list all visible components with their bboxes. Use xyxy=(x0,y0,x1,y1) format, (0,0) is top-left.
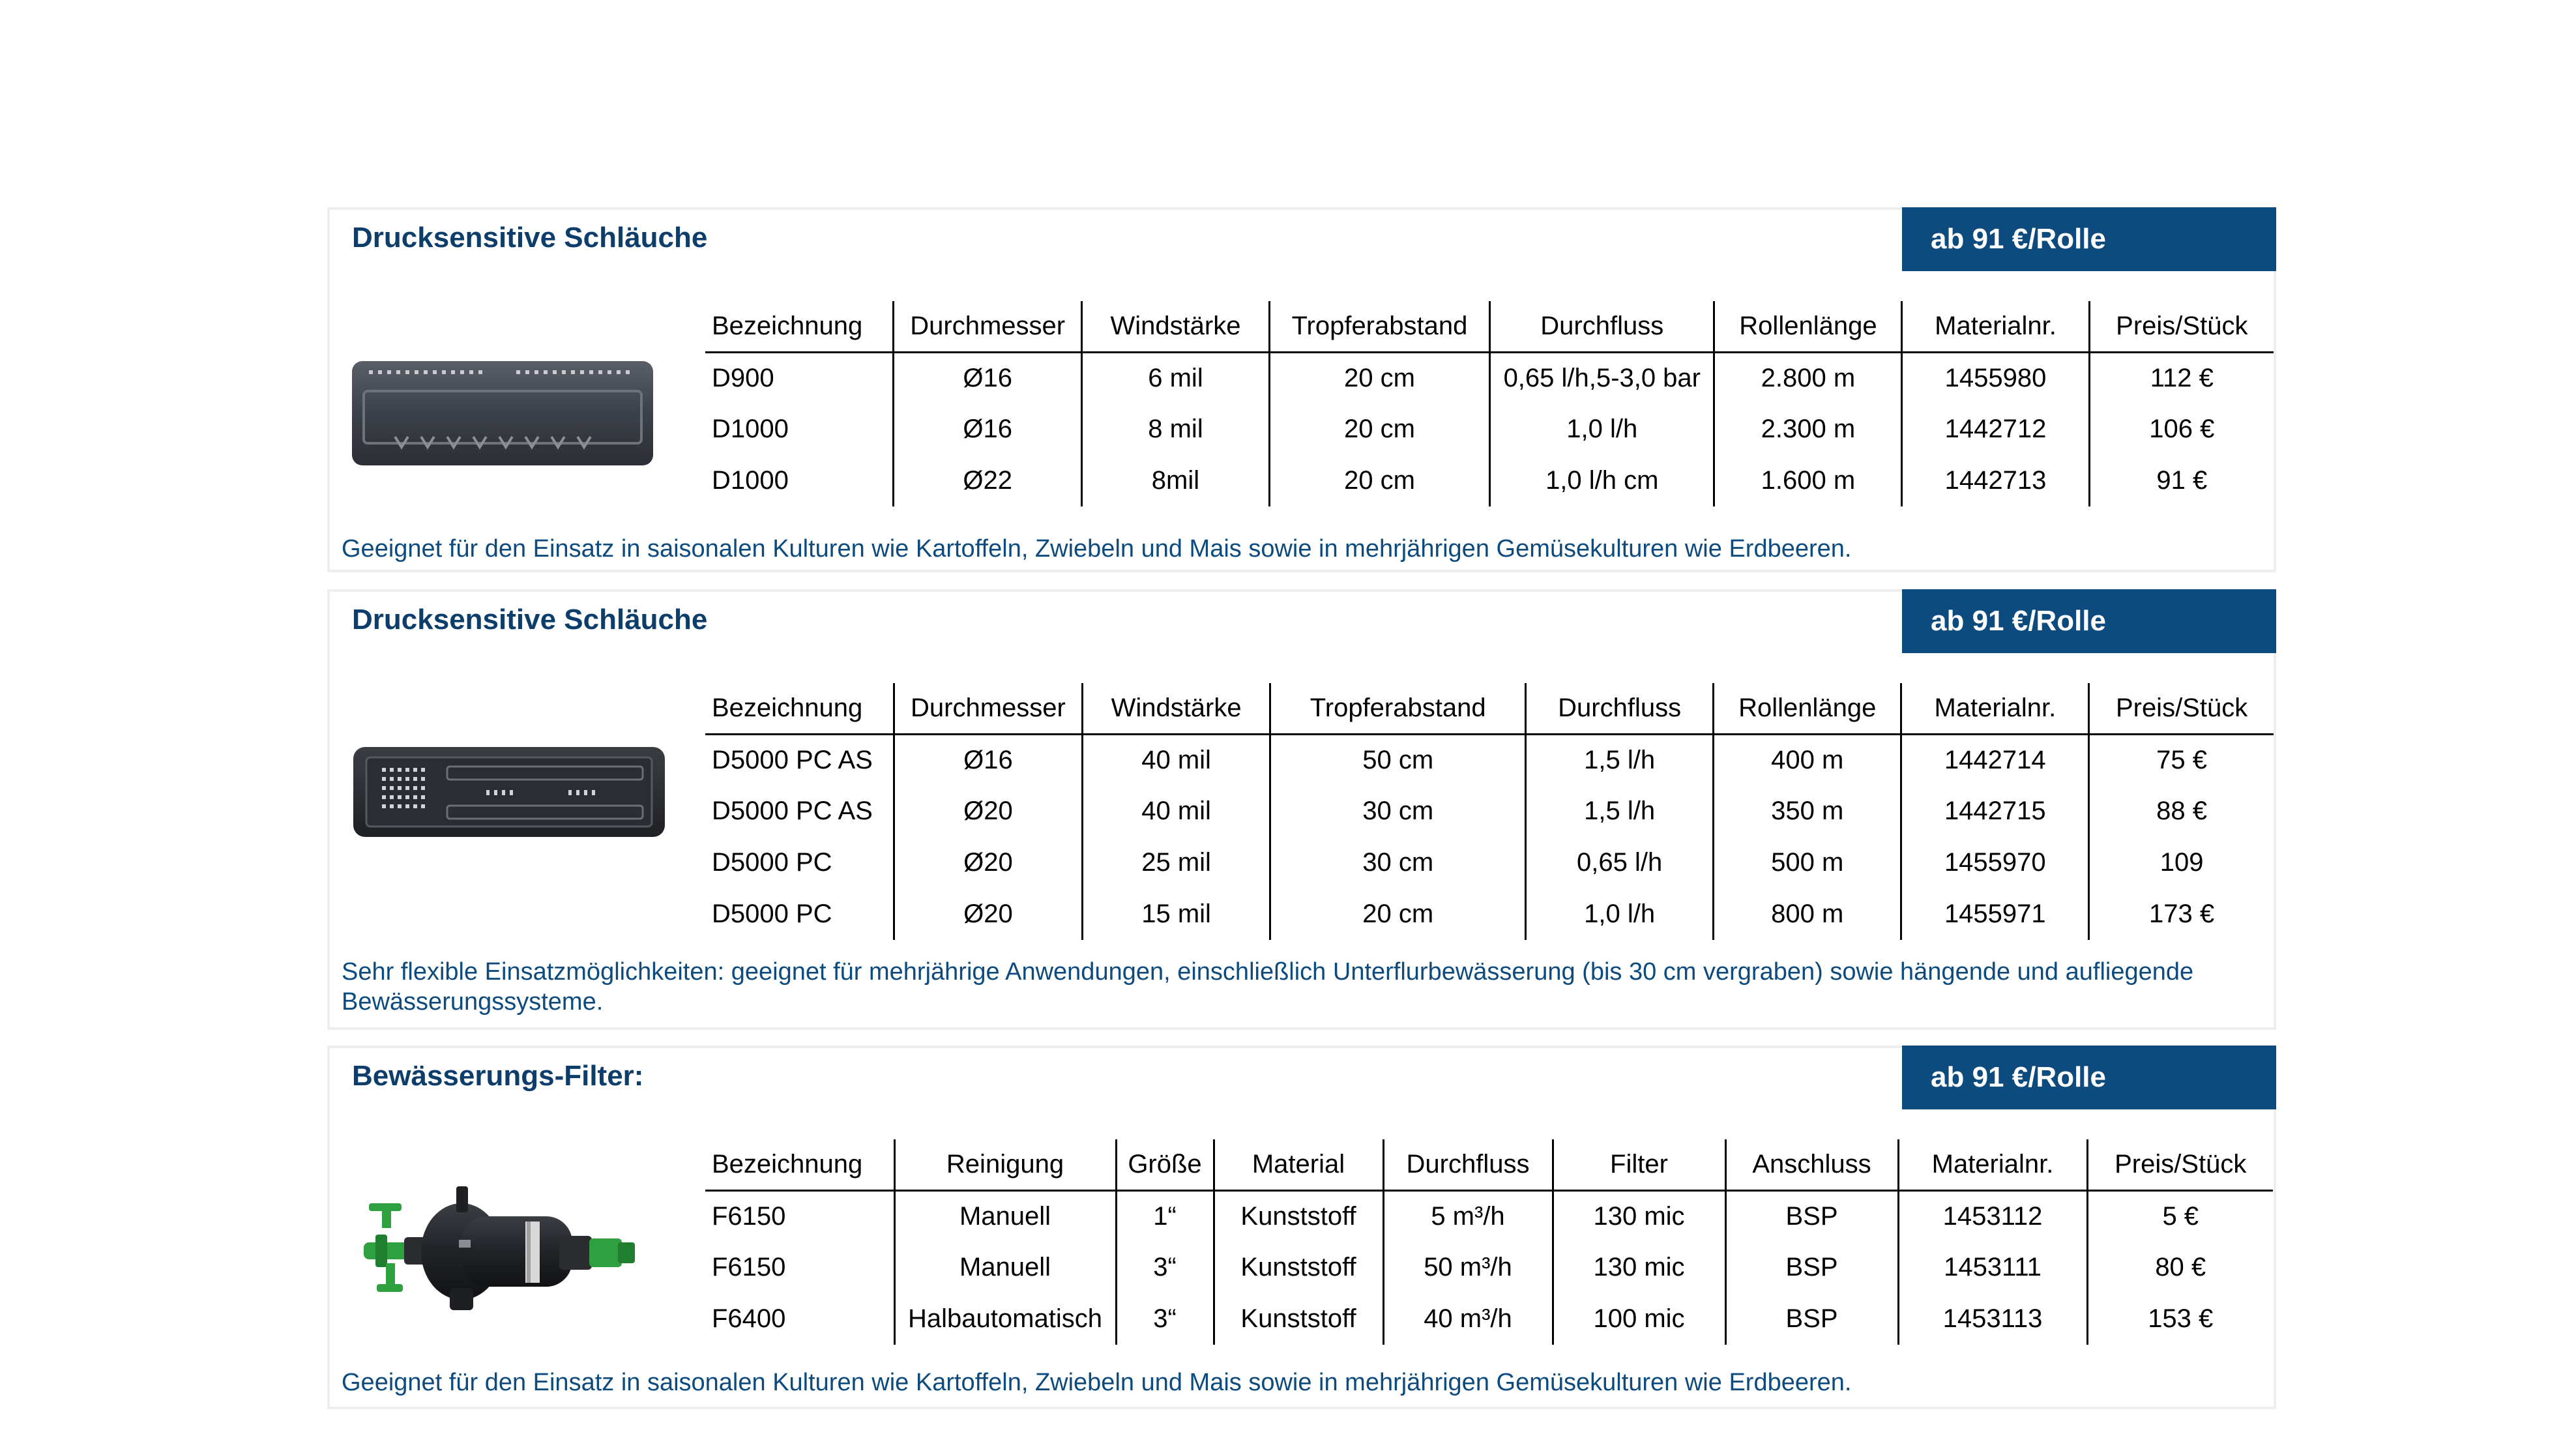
table-cell: 1442715 xyxy=(1901,785,2089,837)
table-cell: 75 € xyxy=(2089,734,2274,785)
table-cell: 8 mil xyxy=(1082,403,1270,455)
table-cell: 1442713 xyxy=(1902,455,2089,506)
table-cell: F6400 xyxy=(712,1304,786,1333)
table-cell: 0,65 l/h xyxy=(1526,837,1714,888)
table-cell: 40 mil xyxy=(1083,734,1270,785)
table-cell: F6150 xyxy=(712,1201,786,1231)
table-cell: 1442714 xyxy=(1901,734,2089,785)
spec-table xyxy=(705,683,2274,940)
table-cell: 1455971 xyxy=(1901,888,2089,940)
column-header: Bezeichnung xyxy=(705,301,894,352)
table-cell: 91 € xyxy=(2089,455,2274,506)
table-cell: 800 m xyxy=(1714,888,1901,940)
column-header: Bezeichnung xyxy=(705,683,894,734)
table-cell: Ø20 xyxy=(894,888,1082,940)
table-cell: 2.800 m xyxy=(1714,352,1902,403)
table-cell: 3“ xyxy=(1116,1242,1214,1293)
table-cell: 1,0 l/h cm xyxy=(1490,455,1714,506)
price-banner: ab 91 €/Rolle xyxy=(1902,1046,2276,1109)
table-cell: D1000 xyxy=(712,466,789,495)
column-header: Materialnr. xyxy=(1901,683,2089,734)
table-cell: 50 m³/h xyxy=(1383,1242,1553,1293)
column-header: Preis/Stück xyxy=(2089,683,2274,734)
table-cell: 20 cm xyxy=(1270,888,1526,940)
table-row xyxy=(705,837,2274,888)
table-row xyxy=(705,888,2274,940)
table-cell: 1.600 m xyxy=(1714,455,1902,506)
table-cell: 1,0 l/h xyxy=(1526,888,1714,940)
table-cell: 30 cm xyxy=(1270,785,1526,837)
table-cell: 20 cm xyxy=(1269,352,1489,403)
table-cell: 350 m xyxy=(1714,785,1901,837)
table-cell: BSP xyxy=(1725,1242,1898,1293)
table-cell: 500 m xyxy=(1714,837,1901,888)
table-cell: 5 m³/h xyxy=(1383,1190,1553,1242)
table-row xyxy=(705,1242,2273,1293)
section-title: Drucksensitive Schläuche xyxy=(352,604,708,636)
table-cell: 88 € xyxy=(2089,785,2274,837)
table-cell: 3“ xyxy=(1116,1293,1214,1345)
table-cell: Ø16 xyxy=(894,352,1082,403)
dripper-icon xyxy=(349,743,669,841)
table-cell: D5000 PC xyxy=(712,900,832,928)
drip-tape-icon xyxy=(349,359,656,468)
table-cell: 20 cm xyxy=(1269,403,1489,455)
section-title: Drucksensitive Schläuche xyxy=(352,222,708,254)
column-header: Rollenlänge xyxy=(1714,683,1901,734)
table-cell: 400 m xyxy=(1714,734,1901,785)
column-header: Größe xyxy=(1116,1139,1214,1190)
table-cell: 173 € xyxy=(2089,888,2274,940)
table-cell: 153 € xyxy=(2087,1293,2273,1345)
table-cell: 6 mil xyxy=(1082,352,1270,403)
product-card-1 xyxy=(327,207,2276,572)
section-description: Geeignet für den Einsatz in saisonalen Kulturen wie Kartoffeln, Zwiebeln und Mais sowie in mehrjährigen Gemüsekulturen wie Erdbeeren. xyxy=(342,1369,1852,1396)
table-cell: Ø16 xyxy=(894,403,1082,455)
table-cell: 1455980 xyxy=(1902,352,2089,403)
table-header-row xyxy=(705,301,2274,352)
table-cell: 130 mic xyxy=(1553,1190,1725,1242)
table-cell: 1“ xyxy=(1116,1190,1214,1242)
table-cell: Ø22 xyxy=(894,455,1082,506)
column-header: Filter xyxy=(1553,1139,1725,1190)
table-cell: 50 cm xyxy=(1270,734,1526,785)
column-header: Durchfluss xyxy=(1526,683,1714,734)
table-cell: D1000 xyxy=(712,415,789,443)
table-cell: 40 m³/h xyxy=(1383,1293,1553,1345)
table-cell: 25 mil xyxy=(1083,837,1270,888)
product-card-3 xyxy=(327,1046,2276,1409)
table-cell: BSP xyxy=(1725,1293,1898,1345)
table-cell: 1453111 xyxy=(1898,1242,2087,1293)
table-cell: 1453113 xyxy=(1898,1293,2087,1345)
column-header: Windstärke xyxy=(1082,301,1270,352)
table-cell: 15 mil xyxy=(1083,888,1270,940)
section-description: Geeignet für den Einsatz in saisonalen Kulturen wie Kartoffeln, Zwiebeln und Mais sowie in mehrjährigen Gemüsekulturen wie Erdbeeren. xyxy=(342,535,1852,563)
table-cell: Manuell xyxy=(894,1190,1116,1242)
table-cell: 20 cm xyxy=(1269,455,1489,506)
table-cell: 5 € xyxy=(2087,1190,2273,1242)
table-cell: Kunststoff xyxy=(1214,1293,1383,1345)
table-cell: 1453112 xyxy=(1898,1190,2087,1242)
column-header: Durchfluss xyxy=(1490,301,1714,352)
column-header: Material xyxy=(1214,1139,1383,1190)
table-header-row xyxy=(705,1139,2273,1190)
table-row xyxy=(705,352,2274,403)
table-cell: 130 mic xyxy=(1553,1242,1725,1293)
column-header: Windstärke xyxy=(1083,683,1270,734)
price-banner: ab 91 €/Rolle xyxy=(1902,207,2276,271)
column-header: Preis/Stück xyxy=(2087,1139,2273,1190)
table-cell: Manuell xyxy=(894,1242,1116,1293)
table-cell: Ø20 xyxy=(894,785,1082,837)
table-cell: D5000 PC xyxy=(712,848,832,877)
table-cell: 112 € xyxy=(2089,352,2274,403)
table-cell: BSP xyxy=(1725,1190,1898,1242)
table-row xyxy=(705,403,2274,455)
table-cell: Halbautomatisch xyxy=(894,1293,1116,1345)
spec-table xyxy=(705,1139,2273,1345)
table-cell: Ø20 xyxy=(894,837,1082,888)
table-cell: 0,65 l/h,5-3,0 bar xyxy=(1490,352,1714,403)
table-cell: 109 xyxy=(2089,837,2274,888)
table-header-row xyxy=(705,683,2274,734)
table-cell: 100 mic xyxy=(1553,1293,1725,1345)
table-cell: D900 xyxy=(712,363,774,392)
table-row xyxy=(705,785,2274,837)
table-cell: Kunststoff xyxy=(1214,1190,1383,1242)
table-cell: 1455970 xyxy=(1901,837,2089,888)
table-cell: Kunststoff xyxy=(1214,1242,1383,1293)
table-cell: 2.300 m xyxy=(1714,403,1902,455)
column-header: Durchfluss xyxy=(1383,1139,1553,1190)
column-header: Materialnr. xyxy=(1902,301,2089,352)
price-banner: ab 91 €/Rolle xyxy=(1902,589,2276,653)
table-cell: 8mil xyxy=(1082,455,1270,506)
spec-table xyxy=(705,301,2274,506)
column-header: Reinigung xyxy=(894,1139,1116,1190)
table-cell: 1,5 l/h xyxy=(1526,734,1714,785)
column-header: Durchmesser xyxy=(894,683,1082,734)
table-cell: 1,0 l/h xyxy=(1490,403,1714,455)
table-cell: D5000 PC AS xyxy=(712,745,873,774)
table-cell: 1442712 xyxy=(1902,403,2089,455)
filter-icon xyxy=(364,1172,657,1322)
table-cell: D5000 PC AS xyxy=(712,797,873,825)
section-description: Sehr flexible Einsatzmöglichkeiten: geeignet für mehrjährige Anwendungen, einschließlich Unterflurbewässerung (bis 30 cm vergraben) sowie hängende und aufliegende Bewässerungssysteme. xyxy=(342,958,2194,1016)
table-row xyxy=(705,734,2274,785)
table-row xyxy=(705,1293,2273,1345)
column-header: Preis/Stück xyxy=(2089,301,2274,352)
section-title: Bewässerungs-Filter: xyxy=(352,1060,644,1092)
product-card-2 xyxy=(327,589,2276,1030)
column-header: Durchmesser xyxy=(894,301,1082,352)
table-row xyxy=(705,455,2274,506)
table-cell: 106 € xyxy=(2089,403,2274,455)
column-header: Rollenlänge xyxy=(1714,301,1902,352)
table-cell: 80 € xyxy=(2087,1242,2273,1293)
column-header: Tropferabstand xyxy=(1269,301,1489,352)
column-header: Bezeichnung xyxy=(705,1139,894,1190)
column-header: Tropferabstand xyxy=(1270,683,1526,734)
table-cell: Ø16 xyxy=(894,734,1082,785)
table-cell: 40 mil xyxy=(1083,785,1270,837)
table-cell: 1,5 l/h xyxy=(1526,785,1714,837)
column-header: Anschluss xyxy=(1725,1139,1898,1190)
column-header: Materialnr. xyxy=(1898,1139,2087,1190)
table-cell: 30 cm xyxy=(1270,837,1526,888)
table-row xyxy=(705,1190,2273,1242)
table-cell: F6150 xyxy=(712,1253,786,1281)
